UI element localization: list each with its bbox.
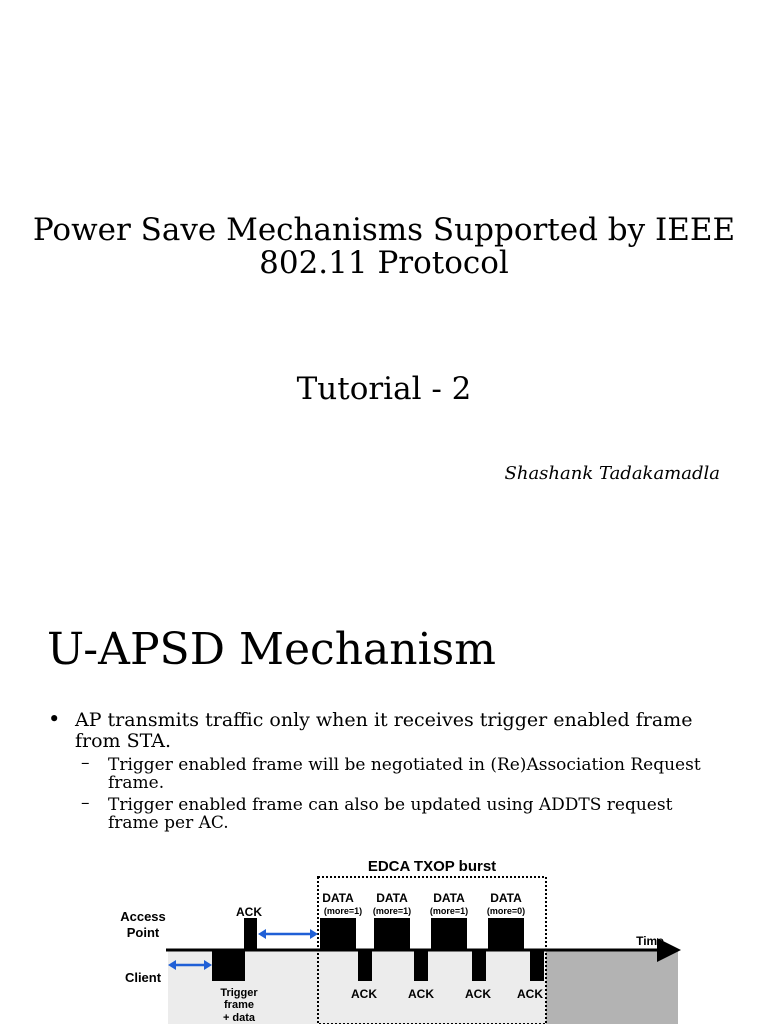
trigger-label-line2: frame xyxy=(224,999,254,1011)
client-ack-frame xyxy=(472,950,486,981)
data-frame-label: DATA xyxy=(322,891,354,905)
data-frame-3 xyxy=(431,918,467,950)
uapsd-slide xyxy=(0,580,768,1024)
data-frame-4 xyxy=(488,918,524,950)
more-flag-label: (more=0) xyxy=(486,906,526,916)
time-label: Time xyxy=(636,934,664,948)
data-frame-label: DATA xyxy=(490,891,522,905)
slide-title: Power Save Mechanisms Supported by IEEE 802.11 Protocol xyxy=(32,212,736,281)
trigger-label-line3: + data xyxy=(222,1012,256,1024)
bullet-list xyxy=(48,710,728,832)
client-label: Client xyxy=(124,970,162,985)
post-burst-region xyxy=(546,950,678,1024)
more-flag-label: (more=1) xyxy=(323,906,363,916)
client-ack-frame xyxy=(358,950,372,981)
uapsd-timing-diagram xyxy=(0,850,768,1024)
ap-ack-frame xyxy=(244,918,257,950)
client-ack-label: ACK xyxy=(408,987,434,1001)
slide-heading: U-APSD Mechanism xyxy=(47,624,496,675)
trigger-frame xyxy=(212,950,245,981)
client-ack-label: ACK xyxy=(517,987,543,1001)
sub-bullet-item: – Trigger enabled frame will be negotiated in (Re)Association Request frame. xyxy=(48,756,728,792)
slide-subtitle: Tutorial - 2 xyxy=(296,371,472,407)
txop-burst-label: EDCA TXOP burst xyxy=(367,858,497,875)
client-ack-frame xyxy=(414,950,428,981)
access-point-label: Access xyxy=(120,909,166,924)
client-ack-frame xyxy=(530,950,544,981)
access-point-label-line2: Point xyxy=(126,925,160,940)
bullet-item: • AP transmits traffic only when it receives trigger enabled frame from STA. xyxy=(48,710,728,752)
data-frame-2 xyxy=(374,918,410,950)
data-frame-label: DATA xyxy=(376,891,408,905)
more-flag-label: (more=1) xyxy=(372,906,412,916)
sub-bullet-item: – Trigger enabled frame can also be updated using ADDTS request frame per AC. xyxy=(48,796,728,832)
data-frame-1 xyxy=(320,918,356,950)
author-name: Shashank Tadakamadla xyxy=(504,463,720,484)
client-ack-label: ACK xyxy=(351,987,377,1001)
ap-ack-label: ACK xyxy=(236,905,262,919)
ap-wait-arrow xyxy=(258,929,318,939)
more-flag-label: (more=1) xyxy=(429,906,469,916)
client-ack-label: ACK xyxy=(465,987,491,1001)
data-frame-label: DATA xyxy=(433,891,465,905)
trigger-label: Trigger xyxy=(220,987,258,999)
